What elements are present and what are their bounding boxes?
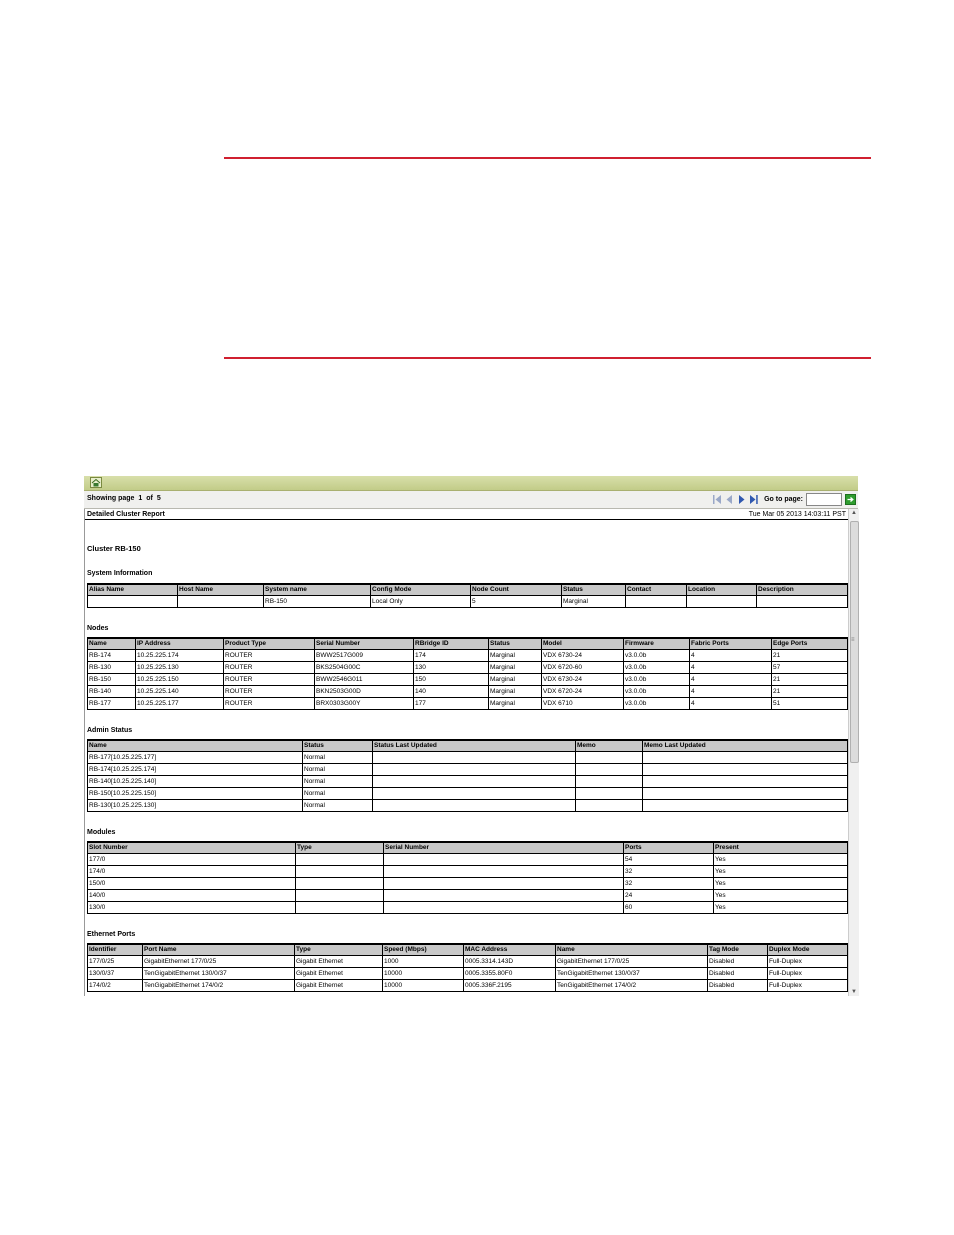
table-cell: 10000 bbox=[383, 980, 464, 992]
scroll-up-icon[interactable]: ▲ bbox=[851, 510, 857, 516]
table-cell bbox=[373, 752, 576, 764]
table-cell: RB-150 bbox=[88, 674, 136, 686]
table-cell: 0005.336F.2195 bbox=[464, 980, 556, 992]
table-cell: 10.25.225.174 bbox=[136, 650, 224, 662]
column-header: RBridge ID bbox=[414, 638, 489, 650]
of-label: of bbox=[146, 495, 153, 502]
table-cell: RB-130 bbox=[88, 662, 136, 674]
go-button[interactable] bbox=[845, 494, 856, 505]
table-cell bbox=[576, 788, 643, 800]
table-cell: Marginal bbox=[489, 686, 542, 698]
column-header: Model bbox=[542, 638, 624, 650]
table-cell bbox=[757, 596, 848, 608]
table-row bbox=[88, 968, 848, 980]
table-cell: 174/0/2 bbox=[88, 980, 143, 992]
table-cell: 32 bbox=[624, 878, 714, 890]
table-cell: 10.25.225.130 bbox=[136, 662, 224, 674]
report-viewer bbox=[84, 476, 858, 996]
table-cell: 32 bbox=[624, 866, 714, 878]
table-cell: Normal bbox=[303, 788, 373, 800]
table-cell: 4 bbox=[690, 698, 772, 710]
table-cell: Marginal bbox=[489, 650, 542, 662]
column-header: Name bbox=[88, 638, 136, 650]
column-header: IP Address bbox=[136, 638, 224, 650]
table-cell: BKS2504G00C bbox=[315, 662, 414, 674]
table-cell: ROUTER bbox=[224, 674, 315, 686]
table-row bbox=[88, 800, 848, 812]
table-cell: Local Only bbox=[371, 596, 471, 608]
table-row bbox=[88, 686, 848, 698]
modules-heading: Modules bbox=[87, 829, 116, 836]
table-cell bbox=[296, 902, 384, 914]
table-row bbox=[88, 764, 848, 776]
table-cell: Normal bbox=[303, 752, 373, 764]
table-cell: Disabled bbox=[708, 980, 768, 992]
table-cell: 10.25.225.150 bbox=[136, 674, 224, 686]
table-cell: Full-Duplex bbox=[768, 980, 848, 992]
table-cell: VDX 6730-24 bbox=[542, 650, 624, 662]
table-row bbox=[88, 890, 848, 902]
table-cell bbox=[643, 764, 848, 776]
table-cell bbox=[296, 866, 384, 878]
table-cell bbox=[384, 878, 624, 890]
table-cell bbox=[296, 890, 384, 902]
table-cell: 4 bbox=[690, 686, 772, 698]
table-cell: BRX0303G00Y bbox=[315, 698, 414, 710]
report-title: Detailed Cluster Report bbox=[87, 511, 165, 518]
table-cell bbox=[373, 800, 576, 812]
header-rule-top bbox=[224, 157, 871, 159]
pagination-bar bbox=[84, 491, 858, 509]
table-cell: Marginal bbox=[562, 596, 626, 608]
table-header-row bbox=[88, 944, 848, 956]
table-cell: Full-Duplex bbox=[768, 968, 848, 980]
table-cell: Yes bbox=[714, 902, 848, 914]
table-cell: v3.0.0b bbox=[624, 650, 690, 662]
column-header: Serial Number bbox=[384, 842, 624, 854]
table-cell: 177/0/25 bbox=[88, 956, 143, 968]
go-arrow-icon bbox=[846, 495, 855, 504]
table-cell: VDX 6720-60 bbox=[542, 662, 624, 674]
admin-status-heading: Admin Status bbox=[87, 727, 133, 734]
column-header: Type bbox=[296, 842, 384, 854]
table-cell bbox=[643, 800, 848, 812]
table-cell bbox=[576, 764, 643, 776]
home-icon[interactable] bbox=[90, 477, 102, 488]
table-cell: 54 bbox=[624, 854, 714, 866]
table-cell: ROUTER bbox=[224, 686, 315, 698]
table-row bbox=[88, 698, 848, 710]
column-header: System name bbox=[264, 584, 371, 596]
column-header: Tag Mode bbox=[708, 944, 768, 956]
goto-page-label: Go to page: bbox=[764, 496, 803, 503]
column-header: Memo Last Updated bbox=[643, 740, 848, 752]
table-cell bbox=[296, 854, 384, 866]
header-rule-bottom bbox=[224, 357, 871, 359]
last-page-icon[interactable] bbox=[749, 494, 758, 505]
table-cell bbox=[384, 902, 624, 914]
table-cell: Marginal bbox=[489, 698, 542, 710]
column-header: Location bbox=[687, 584, 757, 596]
table-cell: TenGigabitEthernet 174/0/2 bbox=[143, 980, 295, 992]
table-cell: Full-Duplex bbox=[768, 956, 848, 968]
table-cell: VDX 6730-24 bbox=[542, 674, 624, 686]
table-cell: BKN2503G00D bbox=[315, 686, 414, 698]
table-cell: 10000 bbox=[383, 968, 464, 980]
column-header: Name bbox=[88, 740, 303, 752]
report-title-divider bbox=[85, 519, 849, 520]
column-header: Firmware bbox=[624, 638, 690, 650]
first-page-icon[interactable] bbox=[713, 494, 722, 505]
nodes-table bbox=[87, 637, 848, 710]
table-cell: 150 bbox=[414, 674, 489, 686]
table-cell: TenGigabitEthernet 130/0/37 bbox=[556, 968, 708, 980]
table-cell: 130/0/37 bbox=[88, 968, 143, 980]
table-cell: VDX 6710 bbox=[542, 698, 624, 710]
column-header: Node Count bbox=[471, 584, 562, 596]
column-header: MAC Address bbox=[464, 944, 556, 956]
modules-table bbox=[87, 841, 848, 914]
report-timestamp: Tue Mar 05 2013 14:03:11 PST bbox=[748, 511, 846, 518]
table-row bbox=[88, 674, 848, 686]
table-cell: 10.25.225.140 bbox=[136, 686, 224, 698]
table-cell bbox=[373, 788, 576, 800]
table-row bbox=[88, 854, 848, 866]
total-pages: 5 bbox=[156, 495, 161, 502]
table-cell: VDX 6720-24 bbox=[542, 686, 624, 698]
table-cell: Yes bbox=[714, 878, 848, 890]
admin-status-table bbox=[87, 739, 848, 812]
table-cell: 21 bbox=[772, 650, 848, 662]
table-cell: 21 bbox=[772, 674, 848, 686]
table-cell: 4 bbox=[690, 674, 772, 686]
table-cell: ROUTER bbox=[224, 662, 315, 674]
table-cell: 0005.3314.143D bbox=[464, 956, 556, 968]
next-page-icon[interactable] bbox=[737, 494, 746, 505]
table-cell: 174 bbox=[414, 650, 489, 662]
table-cell bbox=[296, 878, 384, 890]
ethernet-ports-heading: Ethernet Ports bbox=[87, 931, 136, 938]
column-header: Host Name bbox=[178, 584, 264, 596]
table-cell: Yes bbox=[714, 890, 848, 902]
scroll-down-icon[interactable]: ▼ bbox=[851, 989, 857, 995]
table-cell: v3.0.0b bbox=[624, 698, 690, 710]
table-cell: v3.0.0b bbox=[624, 686, 690, 698]
table-cell: 1000 bbox=[383, 956, 464, 968]
viewer-toolbar bbox=[84, 476, 858, 491]
column-header: Contact bbox=[626, 584, 687, 596]
column-header: Status bbox=[562, 584, 626, 596]
table-cell bbox=[384, 854, 624, 866]
table-cell: 57 bbox=[772, 662, 848, 674]
table-cell: 4 bbox=[690, 662, 772, 674]
column-header: Present bbox=[714, 842, 848, 854]
table-cell: RB-177 bbox=[88, 698, 136, 710]
table-cell: 174/0 bbox=[88, 866, 296, 878]
column-header: Config Mode bbox=[371, 584, 471, 596]
column-header: Product Type bbox=[224, 638, 315, 650]
table-cell: 0005.3355.80F0 bbox=[464, 968, 556, 980]
page-indicator bbox=[87, 495, 163, 502]
table-cell: 4 bbox=[690, 650, 772, 662]
table-cell: Gigabit Ethernet bbox=[295, 980, 383, 992]
table-cell bbox=[643, 752, 848, 764]
table-cell bbox=[373, 776, 576, 788]
column-header: Description bbox=[757, 584, 848, 596]
column-header: Status bbox=[303, 740, 373, 752]
table-cell: Gigabit Ethernet bbox=[295, 956, 383, 968]
report-scrollbar[interactable] bbox=[848, 509, 859, 996]
showing-label: Showing page bbox=[87, 495, 135, 502]
table-cell: 140 bbox=[414, 686, 489, 698]
column-header: Alias Name bbox=[88, 584, 178, 596]
table-cell: 51 bbox=[772, 698, 848, 710]
table-cell: TenGigabitEthernet 174/0/2 bbox=[556, 980, 708, 992]
table-cell: RB-140[10.25.225.140] bbox=[88, 776, 303, 788]
table-cell: RB-174 bbox=[88, 650, 136, 662]
table-cell: 60 bbox=[624, 902, 714, 914]
table-row bbox=[88, 650, 848, 662]
table-cell: 150/0 bbox=[88, 878, 296, 890]
table-header-row bbox=[88, 638, 848, 650]
table-row bbox=[88, 662, 848, 674]
table-row bbox=[88, 596, 848, 608]
table-cell: 10.25.225.177 bbox=[136, 698, 224, 710]
table-cell: v3.0.0b bbox=[624, 662, 690, 674]
scroll-grip-icon: ≡ bbox=[851, 637, 855, 643]
table-cell bbox=[384, 866, 624, 878]
table-cell bbox=[88, 596, 178, 608]
cluster-heading: Cluster RB-150 bbox=[87, 544, 141, 553]
table-cell: RB-150[10.25.225.150] bbox=[88, 788, 303, 800]
column-header: Duplex Mode bbox=[768, 944, 848, 956]
table-row bbox=[88, 902, 848, 914]
table-header-row bbox=[88, 584, 848, 596]
table-cell: GigabitEthernet 177/0/25 bbox=[556, 956, 708, 968]
column-header: Status Last Updated bbox=[373, 740, 576, 752]
column-header: Slot Number bbox=[88, 842, 296, 854]
table-row bbox=[88, 752, 848, 764]
table-cell: ROUTER bbox=[224, 698, 315, 710]
table-cell: 130 bbox=[414, 662, 489, 674]
table-cell: RB-130[10.25.225.130] bbox=[88, 800, 303, 812]
column-header: Identifier bbox=[88, 944, 143, 956]
system-information-heading: System Information bbox=[87, 570, 153, 577]
table-cell: Normal bbox=[303, 764, 373, 776]
table-header-row bbox=[88, 842, 848, 854]
table-row bbox=[88, 776, 848, 788]
table-cell: GigabitEthernet 177/0/25 bbox=[143, 956, 295, 968]
nodes-heading: Nodes bbox=[87, 625, 109, 632]
table-cell: 21 bbox=[772, 686, 848, 698]
table-cell: v3.0.0b bbox=[624, 674, 690, 686]
table-cell: Disabled bbox=[708, 968, 768, 980]
column-header: Fabric Ports bbox=[690, 638, 772, 650]
column-header: Name bbox=[556, 944, 708, 956]
report-content bbox=[84, 509, 849, 996]
table-cell bbox=[576, 776, 643, 788]
table-row bbox=[88, 980, 848, 992]
column-header: Status bbox=[489, 638, 542, 650]
column-header: Memo bbox=[576, 740, 643, 752]
table-cell: Yes bbox=[714, 866, 848, 878]
ethernet-ports-table bbox=[87, 943, 848, 992]
table-cell: Yes bbox=[714, 854, 848, 866]
table-cell: Marginal bbox=[489, 662, 542, 674]
table-cell: RB-150 bbox=[264, 596, 371, 608]
table-row bbox=[88, 878, 848, 890]
table-cell bbox=[643, 776, 848, 788]
system-information-table bbox=[87, 583, 848, 608]
table-cell: BWW2517G009 bbox=[315, 650, 414, 662]
table-cell: Gigabit Ethernet bbox=[295, 968, 383, 980]
table-row bbox=[88, 866, 848, 878]
table-cell: 177 bbox=[414, 698, 489, 710]
column-header: Type bbox=[295, 944, 383, 956]
table-cell: Normal bbox=[303, 800, 373, 812]
table-row bbox=[88, 956, 848, 968]
table-cell: RB-174[10.25.225.174] bbox=[88, 764, 303, 776]
table-cell bbox=[687, 596, 757, 608]
table-cell: 130/0 bbox=[88, 902, 296, 914]
goto-page-input[interactable] bbox=[806, 493, 842, 506]
table-cell bbox=[626, 596, 687, 608]
column-header: Speed (Mbps) bbox=[383, 944, 464, 956]
table-cell: Disabled bbox=[708, 956, 768, 968]
table-cell: RB-140 bbox=[88, 686, 136, 698]
table-cell: 24 bbox=[624, 890, 714, 902]
table-cell: TenGigabitEthernet 130/0/37 bbox=[143, 968, 295, 980]
table-cell bbox=[643, 788, 848, 800]
previous-page-icon[interactable] bbox=[725, 494, 734, 505]
table-cell: 140/0 bbox=[88, 890, 296, 902]
table-cell bbox=[384, 890, 624, 902]
current-page: 1 bbox=[138, 495, 143, 502]
table-row bbox=[88, 788, 848, 800]
column-header: Serial Number bbox=[315, 638, 414, 650]
table-cell bbox=[178, 596, 264, 608]
table-cell: ROUTER bbox=[224, 650, 315, 662]
column-header: Ports bbox=[624, 842, 714, 854]
table-cell: Marginal bbox=[489, 674, 542, 686]
table-cell bbox=[576, 800, 643, 812]
table-cell bbox=[373, 764, 576, 776]
table-cell: BWW2546G011 bbox=[315, 674, 414, 686]
table-cell: 5 bbox=[471, 596, 562, 608]
pager-controls bbox=[713, 493, 856, 506]
table-cell: RB-177[10.25.225.177] bbox=[88, 752, 303, 764]
table-cell: Normal bbox=[303, 776, 373, 788]
table-cell bbox=[576, 752, 643, 764]
table-header-row bbox=[88, 740, 848, 752]
column-header: Port Name bbox=[143, 944, 295, 956]
table-cell: 177/0 bbox=[88, 854, 296, 866]
column-header: Edge Ports bbox=[772, 638, 848, 650]
